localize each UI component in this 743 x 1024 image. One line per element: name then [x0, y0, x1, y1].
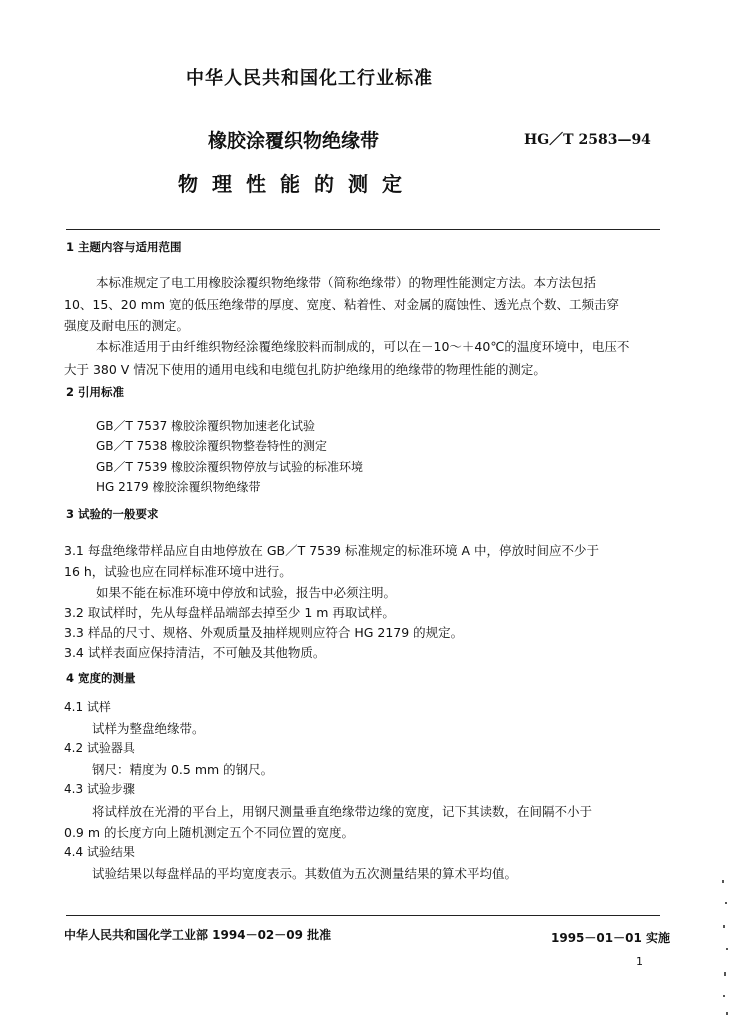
clause-4-3-heading: 4.3 试验步骤 — [64, 782, 135, 796]
implementation-date: 1995－01－01 实施 — [551, 931, 670, 945]
reference-standard-4: HG 2179 橡胶涂覆织物绝缘带 — [96, 480, 261, 494]
footer-divider — [66, 915, 660, 916]
scan-mark — [722, 880, 724, 883]
section-1-paragraph-1-line-1: 本标准规定了电工用橡胶涂覆织物绝缘带（简称绝缘带）的物理性能测定方法。本方法包括 — [96, 275, 597, 290]
clause-4-2-text: 钢尺：精度为 0.5 mm 的钢尺。 — [92, 762, 274, 777]
clause-4-1-text: 试样为整盘绝缘带。 — [92, 721, 205, 736]
clause-3-2: 3.2 取试样时，先从每盘样品端部去掉至少 1 m 再取试样。 — [64, 605, 395, 620]
issuing-organization: 中华人民共和国化工行业标准 — [186, 68, 433, 89]
standard-code: HG／T 2583—94 — [524, 132, 651, 148]
reference-standard-3: GB／T 7539 橡胶涂覆织物停放与试验的标准环境 — [96, 460, 364, 474]
scan-mark — [723, 925, 725, 928]
document-title-line2: 物理性能的测定 — [178, 172, 416, 196]
section-1-paragraph-1-line-2: 10、15、20 mm 宽的低压绝缘带的厚度、宽度、粘着性、对金属的腐蚀性、透光点个数、工频击穿 — [64, 297, 620, 312]
reference-standard-1: GB／T 7537 橡胶涂覆织物加速老化试验 — [96, 419, 316, 433]
section-1-paragraph-2-line-2: 大于 380 V 情况下使用的通用电线和电缆包扎防护绝缘用的绝缘带的物理性能的测定。 — [64, 362, 546, 377]
clause-4-4-text: 试验结果以每盘样品的平均宽度表示。其数值为五次测量结果的算术平均值。 — [92, 866, 518, 881]
header-divider — [66, 229, 660, 230]
section-1-heading: 1 主题内容与适用范围 — [66, 240, 182, 254]
clause-3-4: 3.4 试样表面应保持清洁，不可触及其他物质。 — [64, 645, 326, 660]
approval-statement: 中华人民共和国化学工业部 1994－02－09 批准 — [64, 928, 332, 942]
clause-4-3-text-line-2: 0.9 m 的长度方向上随机测定五个不同位置的宽度。 — [64, 825, 355, 840]
section-2-heading: 2 引用标准 — [66, 385, 125, 399]
clause-4-2-heading: 4.2 试验器具 — [64, 741, 135, 755]
section-1-paragraph-2-line-1: 本标准适用于由纤维织物经涂覆绝缘胶料而制成的，可以在－10～＋40℃的温度环境中，电压不 — [96, 339, 630, 354]
scan-mark — [724, 972, 726, 976]
reference-standard-2: GB／T 7538 橡胶涂覆织物整卷特性的测定 — [96, 439, 328, 453]
clause-4-3-text-line-1: 将试样放在光滑的平台上，用钢尺测量垂直绝缘带边缘的宽度，记下其读数，在间隔不小于 — [92, 804, 593, 819]
scan-mark — [726, 948, 728, 950]
scan-mark — [725, 902, 727, 904]
scan-mark — [726, 1012, 728, 1015]
document-title-line1: 橡胶涂覆织物绝缘带 — [208, 130, 380, 152]
clause-3-1-line-3: 如果不能在标准环境中停放和试验，报告中必须注明。 — [96, 585, 397, 600]
section-3-heading: 3 试验的一般要求 — [66, 507, 159, 521]
section-1-paragraph-1-line-3: 强度及耐电压的测定。 — [64, 318, 190, 333]
clause-4-4-heading: 4.4 试验结果 — [64, 845, 135, 859]
section-4-heading: 4 宽度的测量 — [66, 671, 136, 685]
clause-3-3: 3.3 样品的尺寸、规格、外观质量及抽样规则应符合 HG 2179 的规定。 — [64, 625, 464, 640]
scan-mark — [723, 995, 725, 997]
clause-3-1-line-1: 3.1 每盘绝缘带样品应自由地停放在 GB／T 7539 标准规定的标准环境 A 中，停放时间应不少于 — [64, 543, 599, 558]
clause-3-1-line-2: 16 h，试验也应在同样标准环境中进行。 — [64, 564, 292, 579]
page-number: 1 — [636, 955, 643, 968]
clause-4-1-heading: 4.1 试样 — [64, 700, 111, 714]
